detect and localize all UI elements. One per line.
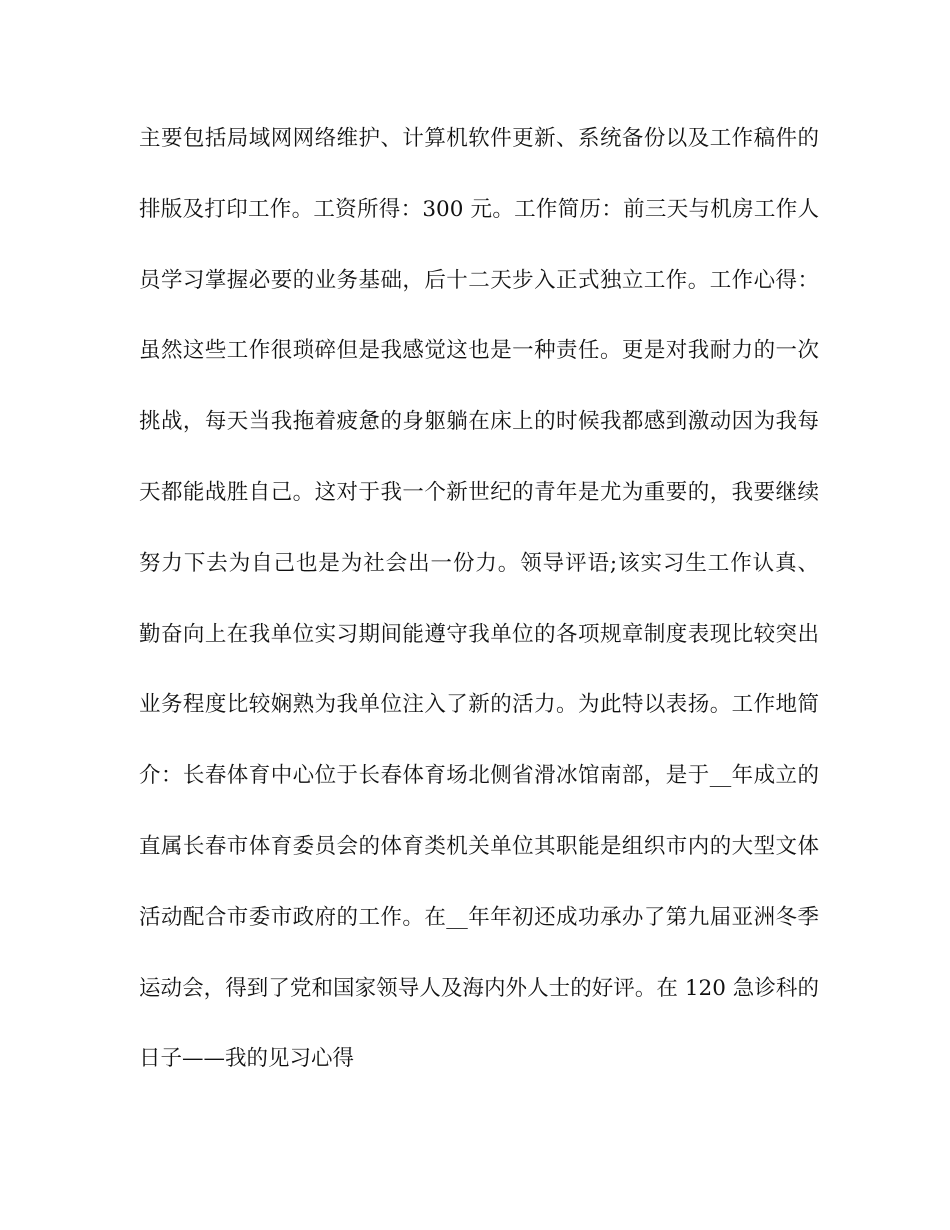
- text-line-3: 员学习掌握必要的业务基础，后十二天步入正式独立工作。工作心得：: [139, 267, 819, 293]
- text-line-13: 运动会，得到了党和国家领导人及海内外人士的好评。在 120 急诊科的: [139, 975, 819, 1001]
- text-line-4: 虽然这些工作很琐碎但是我感觉这也是一种责任。更是对我耐力的一次: [139, 338, 819, 364]
- text-line-6: 天都能战胜自己。这对于我一个新世纪的青年是尤为重要的，我要继续: [139, 479, 819, 505]
- text-line-8: 勤奋向上在我单位实习期间能遵守我单位的各项规章制度表现比较突出: [139, 621, 819, 647]
- text-line-1: 主要包括局域网网络维护、计算机软件更新、系统备份以及工作稿件的: [139, 126, 819, 151]
- text-line-11: 直属长春市体育委员会的体育类机关单位其职能是组织市内的大型文体: [139, 833, 819, 859]
- text-line-10: 介：长春体育中心位于长春体育场北侧省滑冰馆南部，是于__年成立的: [139, 763, 819, 789]
- text-line-7: 努力下去为自己也是为社会出一份力。领导评语;该实习生工作认真、: [139, 550, 819, 576]
- text-line-9: 业务程度比较娴熟为我单位注入了新的活力。为此特以表扬。工作地简: [139, 692, 819, 718]
- body-text: [139, 124, 819, 1115]
- text-line-14: 日子——我的见习心得: [139, 1046, 355, 1072]
- text-line-5: 挑战，每天当我拖着疲惫的身躯躺在床上的时候我都感到激动因为我每: [139, 409, 819, 435]
- text-line-12: 活动配合市委市政府的工作。在__年年初还成功承办了第九届亚洲冬季: [139, 904, 819, 930]
- text-line-2: 排版及打印工作。工资所得：300 元。工作简历：前三天与机房工作人: [139, 196, 819, 222]
